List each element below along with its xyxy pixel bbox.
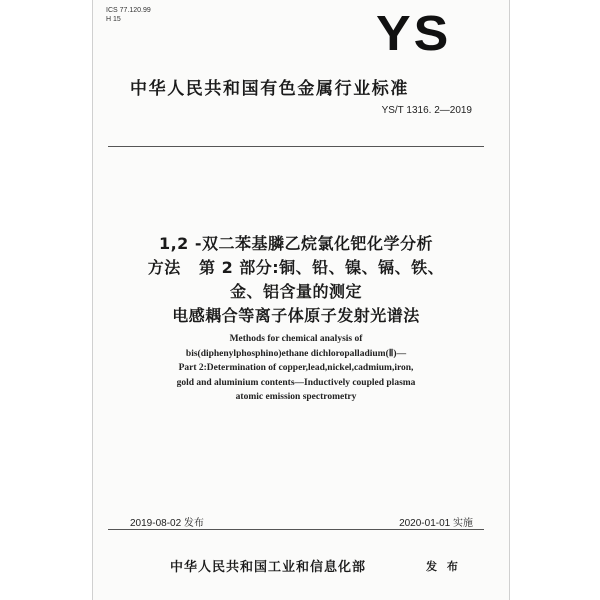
english-title-line: Part 2:Determination of copper,lead,nickel,cadmium,iron, (178, 363, 414, 373)
issue-date: 2019-08-02 发布 (130, 518, 204, 529)
english-title-line: atomic emission spectrometry (235, 392, 357, 402)
chinese-title-line: 1,2 -双二苯基膦乙烷氯化钯化学分析 (158, 234, 434, 253)
english-title-line: bis(diphenylphosphino)ethane dichloropalladium(Ⅱ)— (185, 348, 407, 359)
standard-number: YS/T 1316. 2—2019 (381, 105, 472, 116)
ys-logo: YS (376, 6, 452, 62)
english-title-line: gold and aluminium contents—Inductively coupled plasma (176, 377, 416, 388)
english-document-title (108, 332, 484, 405)
ccs-code: H 15 (106, 16, 121, 23)
chinese-document-title (108, 232, 484, 328)
chinese-title-line: 金、铝含量的测定 (229, 282, 362, 301)
bottom-divider (108, 529, 484, 530)
standard-category-title: 中华人民共和国有色金属行业标准 (130, 79, 409, 99)
top-divider (108, 146, 484, 147)
issuing-authority: 中华人民共和国工业和信息化部 (170, 560, 367, 575)
chinese-title-line: 方法 第 2 部分:铜、铅、镍、镉、铁、 (147, 258, 445, 277)
implementation-date: 2020-01-01 实施 (399, 518, 473, 529)
ics-code: ICS 77.120.99 (106, 7, 151, 14)
issuing-label: 发 布 (426, 560, 461, 573)
english-title-line: Methods for chemical analysis of (229, 334, 363, 344)
chinese-title-line: 电感耦合等离子体原子发射光谱法 (172, 306, 420, 325)
